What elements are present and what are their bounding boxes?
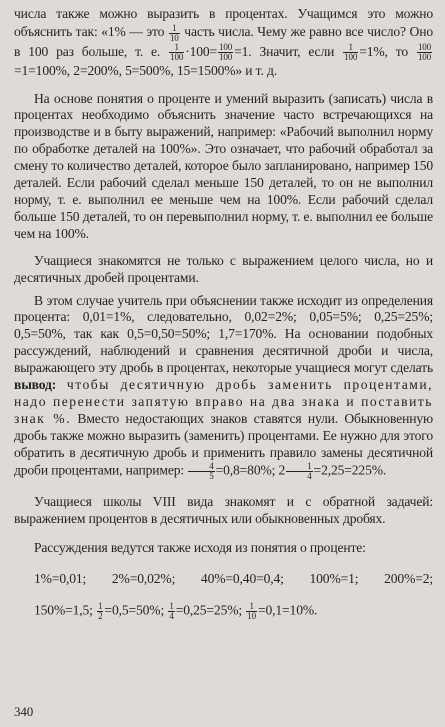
fraction	[168, 602, 174, 621]
page-number: 340	[14, 704, 34, 720]
formula: 200%=2;	[384, 571, 434, 587]
text-run: Вместо недостающих знаков ставятся нули. Обыкновенную дробь также можно выразить (заменить) процентами. Ее нужно для этого обратить в десятичную дробь и применить правило замены десятичной дроби процентами, например:	[14, 410, 434, 478]
formula: 150%=1,5;	[34, 602, 97, 618]
numerator: 1	[246, 602, 257, 612]
denominator: 100	[219, 52, 233, 63]
numerator: 1	[169, 43, 184, 53]
formula-row-1	[14, 571, 433, 588]
text-run: =0,8=80%; 2	[215, 462, 286, 478]
text-run: =1. Значит, если	[234, 43, 343, 59]
paragraph-4	[14, 293, 433, 481]
formula: 40%=0,40=0,4;	[200, 571, 284, 587]
formula: =0,1=10%.	[257, 602, 318, 618]
paragraph-1	[14, 5, 433, 81]
text-run: часть числа. Чему же равно все число? Оно в 100 раз больше, т. е.	[14, 24, 433, 59]
denominator: 4	[169, 611, 174, 622]
fraction	[417, 43, 432, 62]
text-run: =2,25=225%.	[313, 462, 387, 478]
fraction	[169, 43, 184, 62]
fraction	[169, 24, 180, 43]
denominator: 10	[169, 32, 179, 43]
denominator: 100	[344, 52, 358, 63]
formula: =0,5=50%;	[104, 602, 168, 618]
paragraph-2: На основе понятия о проценте и умений выразить (записать) числа в процентах необходимо объяснить значение часто встречающихся на производстве и в быту выражений, например: «Рабочий выполнил норму по обработке деталей на 100%». Это означает, что рабочий обработал за смену то количество деталей, которое было запланировано, например 150 деталей. Если рабочий сделал меньше 150 деталей, то он не выполнил норму, т. е. выполнил ее меньше чем на 100%. Если рабочий сделал больше 150 деталей, то он перевыполнил норму, т. е. выполнил ее больше чем на 100%.	[14, 90, 433, 241]
numerator: 1	[169, 24, 180, 34]
text-run: =1%, то	[359, 43, 416, 59]
numerator: 100	[417, 42, 432, 53]
formula: 2%=0,02%;	[111, 571, 176, 587]
fraction	[218, 43, 233, 62]
fraction	[343, 43, 358, 62]
formula: =0,25=25%;	[175, 602, 246, 618]
paragraph-6: Рассуждения ведутся также исходя из понятия о проценте:	[34, 540, 366, 556]
fraction	[188, 462, 214, 481]
denominator: 100	[417, 52, 432, 63]
numerator: 4	[188, 462, 214, 472]
paragraph-3: Учащиеся знакомятся не только с выражением целого числа, но и десятичных дробей процентами.	[14, 252, 433, 285]
fraction	[97, 602, 103, 621]
formula-row-2	[14, 602, 433, 621]
numerator: 1	[98, 601, 103, 612]
denominator: 5	[209, 470, 214, 481]
text-run: В этом случае учитель при объяснении также исходит из определения процента: 0,01=1%, следовательно, 0,02=2%; 0,05=5%; 0,25=25%; 0,5=50%, так как 0,5=0,50=50%; 1,7=170%. На основании подобных рассуждений, наблюдений и сравнения десятичной дроби и числа, выражающего эту дробь в процентах, некоторые учащиеся могут сделать	[14, 292, 433, 376]
rule-text: чтобы десятичную дробь заменить процентами, надо перенести запятую вправо на два знака и поставить знак %.	[14, 377, 433, 426]
text-run: =1=100%, 2=200%, 5=500%, 15=1500%» и т. д.	[14, 63, 277, 79]
denominator: 10	[247, 611, 256, 622]
denominator: 2	[98, 611, 103, 622]
formula: 1%=0,01;	[34, 571, 87, 587]
fraction	[286, 462, 312, 481]
numerator: 1	[343, 43, 358, 53]
numerator: 1	[286, 462, 312, 472]
denominator: 100	[170, 52, 184, 63]
paragraph-5: Учащиеся школы VIII вида знакомят и с обратной задачей: выражением процентов в десятичных или обыкновенных дробях.	[14, 493, 433, 526]
denominator: 4	[307, 470, 312, 481]
text-run: ·100=	[185, 43, 218, 59]
conclusion-label: вывод:	[14, 377, 57, 393]
numerator: 1	[169, 601, 174, 612]
numerator: 100	[219, 42, 233, 53]
fraction	[246, 602, 257, 621]
text-run: числа также можно выразить в процентах. Учащимся это можно объяснить так: «1% — это	[14, 6, 433, 40]
formula: 100%=1;	[309, 571, 359, 587]
